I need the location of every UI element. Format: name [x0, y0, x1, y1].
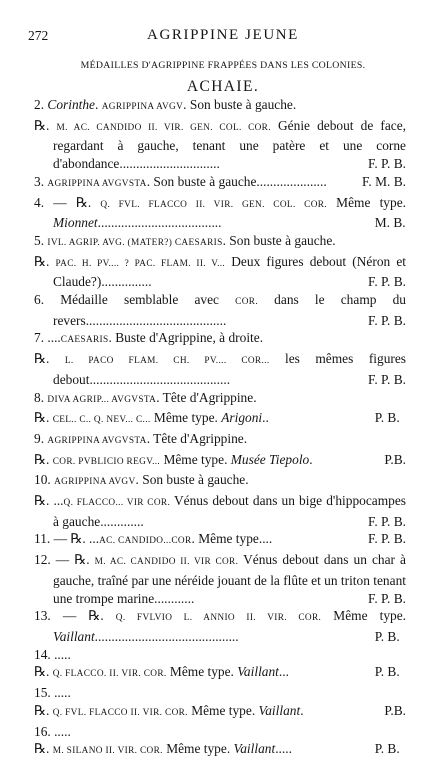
legend-text: AGRIPPINA AVGVSTA — [47, 178, 147, 189]
rarity-note: P. B. — [374, 628, 400, 644]
rarity-note: F. P. B. — [367, 312, 406, 328]
entry-text: 15. ..... — [34, 685, 71, 701]
source-reference: Vaillant — [237, 664, 279, 680]
catalogue-entry — [34, 723, 406, 741]
legend-text: Q. FVL. FLACCO II. VIR. COR. — [52, 707, 188, 718]
legend-text: AGRIPPINA AVGV — [101, 102, 184, 112]
legend-text: CAESARIS — [60, 335, 109, 346]
rarity-note: F. P. B. — [367, 156, 406, 172]
catalogue-entry — [34, 646, 406, 664]
entry-text: Même type. — [160, 451, 231, 467]
entry-text: . Son buste à gauche. — [183, 97, 297, 112]
entry-text: 12. — ℞. — [34, 552, 95, 568]
catalogue-entry — [34, 607, 406, 645]
entry-text: .. — [262, 410, 269, 426]
entry-text: Même type. — [321, 608, 407, 624]
legend-text: PAC. H. PV.... ? PAC. FLAM. II. V... — [55, 258, 226, 269]
catalogue-entry — [34, 492, 406, 530]
legend-text: Q. FVLVIO L. ANNIO II. VIR. COR. — [115, 613, 322, 624]
legend-text: Q. FVL. FLACCO II. VIR. GEN. COL. COR. — [100, 199, 327, 210]
source-reference: Vaillant — [258, 702, 301, 718]
entry-text: Même type. — [162, 741, 234, 757]
entry-text: . — [95, 97, 102, 112]
source-reference: Musée Tiepolo — [230, 451, 310, 467]
legend-text: Q. FLACCO. II. VIR. COR. — [52, 669, 167, 680]
entry-text: ..... — [275, 741, 292, 757]
legend-text: DIVA AGRIP... AVGVSTA — [47, 394, 157, 405]
entry-text: 8. — [34, 389, 48, 405]
legend-text: AGRIPPINA AVGVSTA — [47, 435, 147, 446]
entry-text: 13. — ℞. — [34, 608, 116, 624]
entry-text: 4. — ℞. — [34, 194, 101, 210]
legend-text: M. AC. CANDIDO II. VIR COR. — [94, 557, 239, 568]
entry-text: ℞. — [34, 702, 53, 718]
page-number: 272 — [28, 28, 49, 43]
catalogue-entry — [34, 430, 406, 451]
entry-text: les mêmes figures debout.......................................... — [53, 351, 407, 387]
source-reference: Vaillant — [53, 628, 95, 644]
rarity-note: F. P. B. — [367, 590, 406, 606]
entry-text: Génie debout de face, regardant à gauche, tenant une patère et une corne d'abondance.............................. — [53, 117, 406, 172]
entry-text: ........................................... — [94, 628, 239, 644]
entry-text: ..................................... — [97, 215, 222, 231]
rarity-note: F. M. B. — [362, 173, 406, 189]
entry-text: 6. Médaille semblable avec — [34, 292, 236, 308]
page-header — [0, 26, 446, 48]
legend-text: CEL.. C.. Q. NEV... C... — [52, 415, 151, 426]
rarity-note: P.B. — [384, 451, 406, 467]
entry-text: ℞. — [34, 253, 56, 269]
subheading: MÉDAILLES D'AGRIPPINE FRAPPÉES DANS LES COLONIES. — [80, 60, 366, 71]
legend-text: M. AC. CANDIDO II. VIR. GEN. COL. COR. — [56, 122, 271, 133]
source-reference: Vaillant — [233, 741, 276, 757]
entry-text: 2. — [34, 97, 48, 112]
entry-text: 10. — [34, 472, 55, 488]
legend-text: AC. CANDIDO...COR — [99, 536, 192, 547]
legend-text: AGRIPPINA AVGV — [54, 477, 136, 488]
catalogue-entry — [34, 329, 406, 350]
rarity-note: P.B. — [384, 702, 406, 718]
rarity-note: F. P. B. — [367, 531, 406, 547]
catalogue-entry — [34, 551, 406, 607]
legend-text: COR. PVBLICIO REGV... — [52, 456, 161, 467]
entry-text: 14. ..... — [34, 646, 71, 662]
entry-text: ℞. — [34, 451, 53, 467]
source-reference: Corinthe — [47, 97, 96, 112]
entry-text: . — [309, 451, 313, 467]
entry-text: 9. — [34, 430, 48, 446]
entry-text: ℞. — [34, 664, 53, 680]
catalogue-entry — [34, 194, 406, 232]
catalogue-entry — [34, 451, 406, 472]
entry-text: . Tête d'Agrippine. — [156, 389, 257, 405]
legend-text: COR. — [235, 297, 258, 308]
entry-text: ℞. ... — [34, 493, 64, 509]
entry-text: 7. .... — [34, 330, 61, 346]
catalogue-entry — [34, 96, 406, 117]
entry-text: . Son buste à gauche. — [135, 472, 249, 488]
entry-text: Même type. — [187, 702, 259, 718]
entry-text: 11. — ℞. ... — [34, 531, 100, 547]
entry-text: Même type. — [150, 410, 222, 426]
entry-text: . Tête d'Agrippine. — [146, 430, 248, 446]
rarity-note: F. P. B. — [367, 274, 406, 290]
source-reference: Mionnet — [53, 215, 98, 231]
catalogue-entry — [34, 173, 406, 194]
legend-text: M. SILANO II. VIR. COR. — [52, 746, 163, 757]
catalogue-entry — [34, 409, 406, 430]
catalogue-entry — [34, 117, 406, 173]
entry-text: . Son buste à gauche..................... — [146, 173, 327, 189]
entry-text: 3. — [34, 173, 48, 189]
entry-text: Vénus debout dans un char à gauche, traîné par une néréide jouant de la flûte et un triton tenant une trompe marine............ — [53, 552, 406, 606]
catalogue-entry — [34, 702, 406, 723]
catalogue-entry — [34, 389, 406, 410]
entry-text: Même type. — [326, 194, 406, 210]
entries-list — [34, 96, 406, 761]
section-title: ACHAIE. — [186, 78, 260, 95]
catalogue-entry — [34, 530, 406, 551]
entry-text: ℞. — [34, 351, 65, 367]
entry-text: 16. ..... — [34, 723, 71, 739]
catalogue-entry — [34, 740, 406, 761]
running-title: AGRIPPINE JEUNE — [147, 27, 299, 43]
rarity-note: F. P. B. — [367, 513, 406, 529]
entry-text: Même type. — [166, 664, 238, 680]
entry-text: ... — [278, 664, 289, 680]
rarity-note: P. B. — [374, 664, 400, 680]
catalogue-entry — [34, 663, 406, 684]
entry-text: ℞. — [34, 741, 53, 757]
entry-text: . Son buste à gauche. — [222, 232, 336, 248]
legend-text: Q. FLACCO... VIR COR. — [63, 498, 171, 509]
catalogue-entry — [34, 471, 406, 492]
rarity-note: P. B. — [374, 741, 400, 757]
rarity-note: P. B. — [374, 410, 400, 426]
entry-text: . Buste d'Agrippine, à droite. — [108, 330, 264, 346]
rarity-note: F. P. B. — [367, 371, 406, 387]
entry-text: 5. — [34, 232, 48, 248]
entry-text: Vénus debout dans un bige d'hippocampes à gauche............. — [53, 493, 406, 529]
entry-text: ℞. — [34, 410, 53, 426]
entry-text: . Même type.... — [191, 531, 273, 547]
entry-text: Deux figures debout (Néron et Claude?)............... — [53, 253, 407, 290]
catalogue-entry — [34, 291, 406, 329]
entry-text: dans le champ du revers.......................................... — [53, 292, 406, 328]
source-reference: Arigoni — [221, 410, 263, 426]
catalogue-entry — [34, 253, 406, 291]
legend-text: IVL. AGRIP. AVG. (MATER?) CAESARIS — [47, 237, 223, 248]
rarity-note: M. B. — [374, 215, 406, 231]
entry-text: . — [300, 702, 304, 718]
entry-text: ℞. — [34, 117, 57, 133]
legend-text: L. PACO FLAM. CH. PV.... COR... — [64, 356, 270, 367]
catalogue-entry — [34, 350, 406, 388]
catalogue-entry — [34, 232, 406, 253]
catalogue-entry — [34, 684, 406, 702]
